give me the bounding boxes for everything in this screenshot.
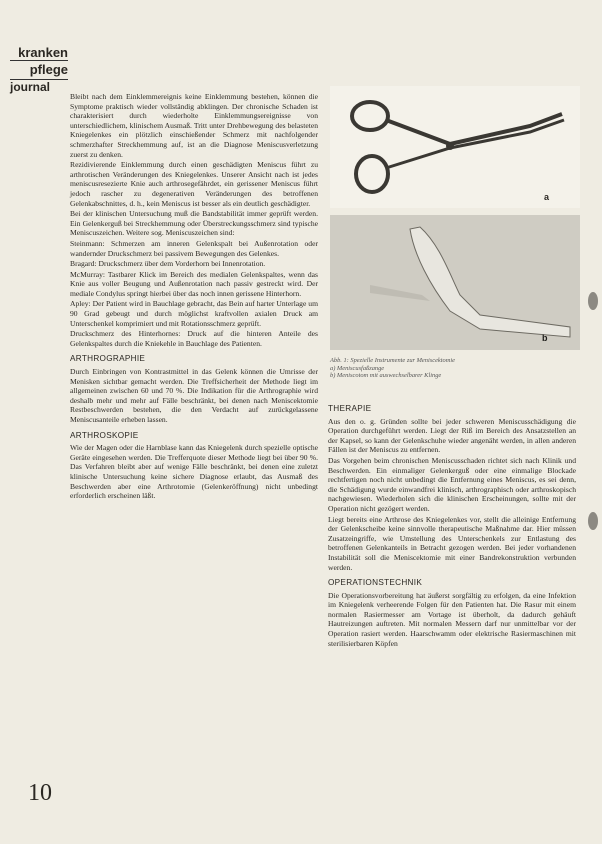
logo-line-kranken: kranken [10, 46, 68, 61]
binder-hole [588, 512, 598, 530]
page-number: 10 [28, 780, 52, 806]
figure-meniscotome [330, 215, 580, 350]
paragraph: Steinmann: Schmerzen am inneren Gelenkspalt bei Außenrotation oder wandernder Druckschmerz bei passivem Bewegungen des Gelenkes. [70, 238, 318, 258]
paragraph: Bleibt nach dem Einklemmereignis keine Einklemmung bestehen, können die Symptome praktisch wieder vollständig abklingen. Der chronische Schaden ist charakterisiert durch wiederholte Einklemmungsereignisse von unterschiedlichem, klinischem Ausmaß. Tritt unter Drehbewegung des belasteten Kniegelenkes ein plötzlich einschießender Schmerz mit nachfolgender schmerzhafter Streckhemmung auf, ist an die Diagnose Meniscusverletzung zuerst zu denken. [70, 92, 318, 159]
paragraph: McMurray: Tastbarer Klick im Bereich des medialen Gelenkspaltes, wenn das Knie aus voller Beugung und Außenrotation nach passiv gestreckt wird. Der mediale Condylus springt hierbei über das noch innen gerissene Hinterhorn. [70, 269, 318, 298]
figure-label-a: a [544, 192, 550, 202]
paragraph: Wie der Magen oder die Harnblase kann das Kniegelenk durch spezielle optische Geräte eingesehen werden. Die Trefferquote dieser Methode liegt bei über 90 %. Das Verfahren bleibt aber auf wenige Fälle beschränkt, bei denen eine zuletzt klinische Untersuchung keine sichere Diagnose erlaubt, das Ausmaß des Beschwerden aber eine Arthrotomie (Gelenkeröffnung) nicht unbedingt erforderlich erscheinen läßt. [70, 443, 318, 501]
forceps-illustration [330, 86, 580, 208]
figure-caption [330, 357, 580, 380]
paragraph: Das Vorgehen beim chronischen Meniscusschaden richtet sich nach Klinik und Beschwerden. Ein einmaliger Gelenkerguß oder eine einmalige Blockade rechtfertigen noch nicht unbedingt die Entfernung eines Meniscus, es sei denn, die Schädigung wurde einwandfrei klinisch, arthrographisch oder arthroskopisch nachgewiesen. Wiederholen sich die klinischen Erscheinungen, sollte mit der Operation nicht gezögert werden. [328, 455, 576, 513]
meniscotome-illustration [330, 215, 580, 350]
paragraph: Apley: Der Patient wird in Bauchlage gebracht, das Bein auf harter Unterlage um 90 Grad gebeugt und durch möglichst kraftvollen axialen Druck am Unterschenkel komprimiert und mit Rotationsschmerz geprüft. [70, 299, 318, 328]
heading-therapie: THERAPIE [328, 404, 372, 413]
paragraph: Bragard: Druckschmerz über dem Vorderhorn bei Innenrotation. [70, 259, 266, 269]
caption-line: Abb. 1: Spezielle Instrumente zur Meniscektomie [330, 357, 455, 364]
paragraph: Rezidivierende Einklemmung durch einen geschädigten Meniscus führt zu arthrotischen Veränderungen des Kniegelenkes. Unserer Ansicht nach ist jedes meniscusresezierte Knie auch arthrosegefährdet, ein gerissener Meniscus führt jedoch rascher zu degenerativen Veränderungen des betroffenen Gelenkabschnittes, d. h., kein Meniscus ist besser als ein deutlich geschädigter. [70, 160, 318, 208]
logo-line-pflege: pflege [29, 62, 68, 77]
paragraph: Die Operationsvorbereitung hat äußerst sorgfältig zu erfolgen, da eine Infektion im Kniegelenk verheerende Folgen für den Patienten hat. Die Rasur mit einem normalen Rasiermesser am Vortage ist überholt, da dadurch gehäuft Hautreizungen auftreten. Mit normalen Messern darf nur unmittelbar vor der Operation rasiert werden. Haarschwamm oder elektrische Rasiermaschinen mit sterilisierbaren Köpfen [328, 590, 576, 648]
binder-hole [588, 292, 598, 310]
paragraph: Durch Einbringen von Kontrastmittel in das Gelenk können die Umrisse der Menisken sichtbar gemacht werden. Die Treffsicherheit der Methode liegt im allgemeinen zwischen 60 und 70 %. Die Indikation für die Arthrographie wird deshalb mehr und mehr auf Fälle beschränkt, bei denen nach Meniscektomie Restbeschwerden bestehen, die den Verdacht auf zurückgelassene Meniscusanteile erheben lassen. [70, 367, 318, 424]
figure-forceps [330, 86, 580, 208]
heading-arthroskopie: ARTHROSKOPIE [70, 430, 139, 440]
heading-arthrographie: ARTHROGRAPHIE [70, 354, 146, 364]
logo-line-journal: journal [10, 79, 68, 93]
journal-logo [10, 46, 68, 93]
left-column [70, 92, 318, 502]
heading-operationstechnik: OPERATIONSTECHNIK [328, 578, 423, 588]
caption-line: b) Meniscotom mit auswechselbarer Klinge [330, 372, 442, 380]
caption-line: a) Meniscusfaßzange [330, 364, 385, 372]
paragraph: Aus den o. g. Gründen sollte bei jeder schweren Meniscusschädigung die Operation durchgeführt werden. Liegt der Riß im Bereich des Ansatzstellen an der Kapsel, so kann der Gelenkschuhe wieder angenäht werden, in allen anderen Fällen ist der Meniscus zu entfernen. [328, 416, 576, 455]
right-column [328, 398, 576, 649]
paragraph: Liegt bereits eine Arthrose des Kniegelenkes vor, stellt die alleinige Entfernung der Gelenkscheibe keine sinnvolle therapeutische Maßnahme dar. Hier müssen Zusatzeingriffe, wie Umstellung des Unterschenkels zur Entlastung des betroffenen Gelenkanteils in Betracht gezogen werden. Bei jeder vorhandenen Instabilität soll die Meniscektomie mit einer Bandrekonstruktion verbunden werden. [328, 514, 576, 572]
paragraph: Bei der klinischen Untersuchung muß die Bandstabilität immer geprüft werden. Ein Gelenkerguß bei Streckhemmung oder Überstreckungsschmerz sind typische Meniscuszeichen. Weitere sog. Meniscuszeichen sind: [70, 209, 318, 238]
paragraph: Druckschmerz des Hinterhornes: Druck auf die hinteren Anteile des Gelenkspaltes durch die Kniekehle in Bauchlage des Patienten. [70, 329, 318, 348]
figure-label-b: b [542, 333, 548, 343]
